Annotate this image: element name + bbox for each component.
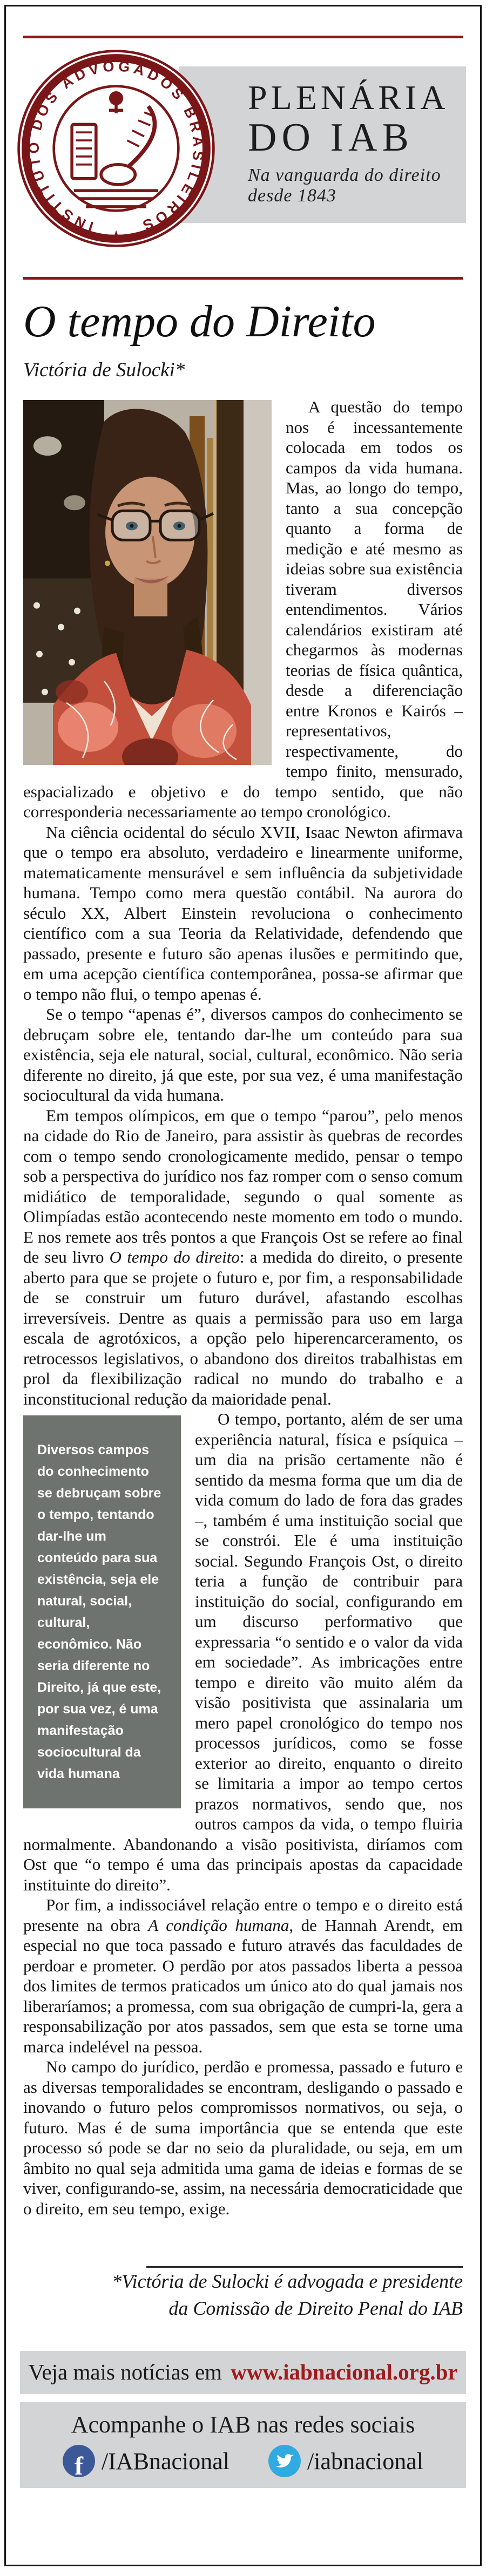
article-author: Victória de Sulocki* xyxy=(23,359,185,382)
pull-quote xyxy=(23,1415,181,1808)
header-divider xyxy=(23,277,463,280)
article-paragraph: A questão do tempo nos é incessantemente colocada em todos os campos da vida humana. Mas, ao longo do tempo, tanto a sua concepção quanto a forma de medição e até mesmo as ideias sobre sua existência tiveram diversos entendimentos. Vários calendários existiram até chegarmos às modernas teorias de física quântica, desde a diferenciação entre Kronos e Kairós – representativos, respectivamente, do tempo finito, mensurado, espacializado e objetivo e do tempo sentido, que não corresponderia necessariamente ao tempo cronológico. xyxy=(23,397,463,822)
masthead-title-line1: PLENÁRIA xyxy=(248,78,449,117)
footnote-line-1: *Victória de Sulocki é advogada e presidente xyxy=(112,2270,463,2293)
article-paragraph: Por fim, a indissociável relação entre o tempo e o direito está presente na obra A condição humana, de Hannah Arendt, em especial no que toca passado e futuro através das faculdades de perdoar e prometer. O perdão por atos passados liberta a pessoa dos limites de termos praticados um único ato do qual jamais nos liberaríamos; a promessa, com sua obrigação de cumpri-la, gera a responsabilização por atos passados, sem que esta se torne uma marca indelével na pessoa. xyxy=(23,1895,463,2056)
top-divider xyxy=(23,36,463,38)
masthead-tagline: Na vanguarda do direito desde 1843 xyxy=(248,165,441,206)
social-banner xyxy=(20,2402,466,2488)
article-paragraph: Na ciência ocidental do século XVII, Isaac Newton afirmava que o tempo era absoluto, verdadeiro e linearmente uniforme, matematicamente mensurável e sem influência da subjetividade humana. Tempo como mera questão contábil. Na aurora do século XX, Albert Einstein revoluciona o conhecimento científico com a sua Teoria da Relatividade, defendendo que passado, presente e futuro são apenas ilusões e permitindo que, em uma acepção científica contemporânea, possa-se afirmar que o tempo não flui, o tempo apenas é. xyxy=(23,822,463,1004)
article-paragraph: Se o tempo “apenas é”, diversos campos do conhecimento se debruçam sobre ele, tentando dar-lhe um conteúdo para sua existência, seja ele natural, social, cultural, econômico. Não seria diferente no direito, já que este, por sua vez, é uma manifestação sociocultural da vida humana. xyxy=(23,1005,463,1105)
more-news-banner xyxy=(20,2351,466,2394)
social-links-row xyxy=(20,2445,466,2481)
article-title: O tempo do Direito xyxy=(23,296,376,347)
masthead xyxy=(23,42,463,277)
masthead-banner xyxy=(179,66,466,223)
pull-quote-text: Diversos campos do conhecimento se debruçam sobre o tempo, tentando dar-lhe um conteúdo para sua existência, seja ele natural, social, cultural, econômico. Não seria diferente no Direito, já que este, por sua vez, é uma manifestação sociocultural da vida humana xyxy=(37,1442,161,1782)
page-frame xyxy=(4,5,482,2566)
author-photo xyxy=(23,400,272,765)
author-footnote xyxy=(23,2266,463,2322)
twitter-handle: /iabnacional xyxy=(307,2448,424,2475)
footnote-line-2: da Comissão de Direito Penal do IAB xyxy=(168,2297,463,2320)
twitter-link[interactable] xyxy=(268,2445,423,2477)
iab-seal-icon xyxy=(16,48,217,249)
article-paragraph: Em tempos olímpicos, em que o tempo “parou”, pelo menos na cidade do Rio de Janeiro, para assistir às quebras de recordes com o tempo sendo cronologicamente medido, pensar o tempo sob a perspectiva do jurídico nos faz romper com o senso comum midiático de temporalidade, segundo o qual somente as Olimpíadas estão acontecendo neste momento em todo o mundo. E nos remete aos três pontos a que François Ost se refere ao final de seu livro O tempo do direito: a medida do direito, o presente aberto para que se projete o futuro e, por fim, a responsabilidade de se construir um futuro durável, afastando escolhas irreversíveis. Dentre as quais a permissão para uso em larga escala de agrotóxicos, a opção pelo hiperencarceramento, os retrocessos legislativos, o abandono dos direitos trabalhistas em prol da flexibilização radical no mundo do trabalho e a inconstitucional redução da maioridade penal. xyxy=(23,1106,463,1408)
facebook-handle: /IABnacional xyxy=(101,2448,230,2475)
facebook-icon: f xyxy=(63,2445,95,2477)
article-paragraph: O tempo, portanto, além de ser uma experiência natural, física e psíquica – um dia na prisão certamente não é sentido da mesma forma que um dia de vida comum do lado de fora das grades –, também é uma instituição social que se constrói. Ele é uma instituição social. Segundo François Ost, o direito teria a função de contribuir para instituição do social, configurando em um discurso performativo que expressaria “o sentido e o valor da vida em sociedade”. As imbricações entre tempo e direito vão muito além da visão positivista que assinalaria um mero papel cronológico do tempo nos processos jurídicos, como se fosse exterior ao direito, enquanto o direito se limitaria a impor ao tempo certos prazos normativos, sendo que, nos outros campos da vida, o tempo fluiria normalmente. Abandonando a visão positivista, diríamos com Ost que “o tempo é uma das principais apostas da capacidade instituinte do direito”. xyxy=(23,1409,463,1894)
facebook-link[interactable] xyxy=(63,2445,230,2481)
iab-website-link[interactable]: www.iabnacional.org.br xyxy=(231,2360,458,2385)
more-news-text: Veja mais notícias em xyxy=(28,2360,222,2385)
twitter-icon xyxy=(268,2445,301,2477)
social-heading: Acompanhe o IAB nas redes sociais xyxy=(71,2411,415,2438)
seal-star-icon: ★ xyxy=(109,227,124,246)
newsletter-page xyxy=(0,5,486,2566)
article-body xyxy=(23,397,463,2219)
masthead-title-line2: DO IAB xyxy=(248,116,414,160)
seal-text: INSTITUTO DOS ADVOGADOS BRASILEIROS xyxy=(25,58,207,235)
article-paragraph: No campo do jurídico, perdão e promessa, passado e futuro e as diversas temporalidades se encontram, desligando o passado e inovando o futuro pelos compromissos normativos, ou seja, o futuro. Mas é de suma importância que se entenda que este processo só pode se dar no seio da pluralidade, ou seja, em um âmbito no qual seja admitida uma gama de ideias e formas de se viver, configurando-se, assim, na necessária democraticidade que o direito, em seu tempo, exige. xyxy=(23,2057,463,2218)
